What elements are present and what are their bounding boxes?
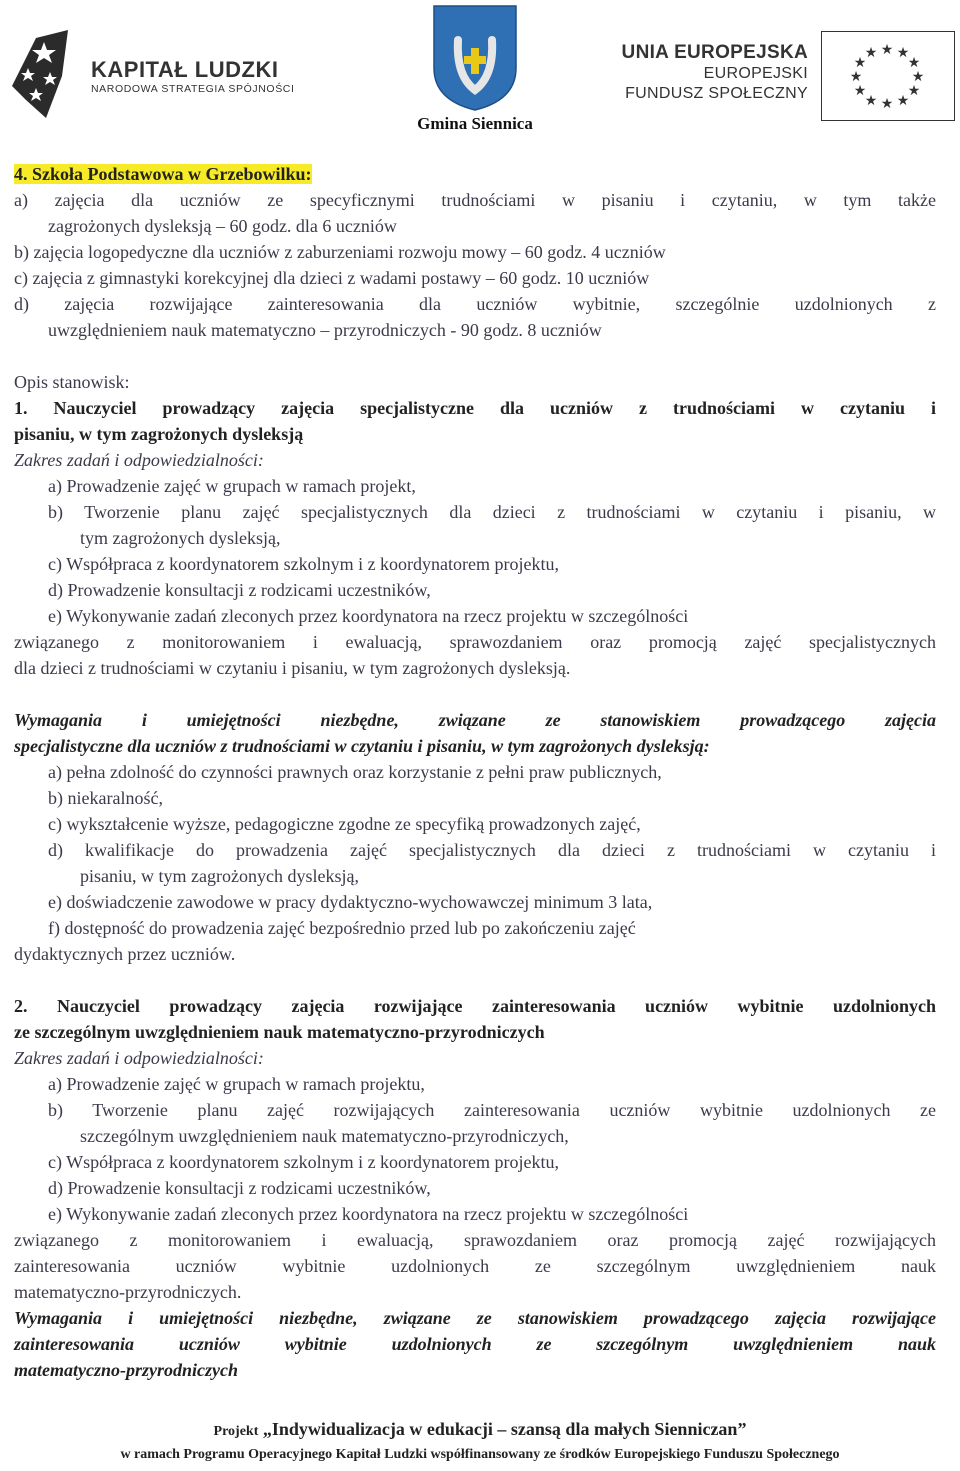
ue-efs-text [618,42,808,104]
position-2-task-e: e) Wykonywanie zadań zleconych przez koordynatora na rzecz projektu w szczególności [48,1204,689,1224]
position-2-task-e-cont-2: zainteresowania uczniów wybitnie uzdolnionych ze szczególnym uwzględnieniem nauk [14,1256,936,1276]
position-2-requirements-title-cont: zainteresowania uczniów wybitnie uzdolnionych ze szczególnym uwzględnieniem nauk [14,1334,936,1354]
position-2-task-b-cont: szczególnym uwzględnieniem nauk matematyczno-przyrodniczych, [80,1126,569,1146]
svg-text:★: ★ [896,93,910,109]
svg-text:★: ★ [911,69,925,85]
footer-project-line [0,1417,960,1444]
position-2-task-a: a) Prowadzenie zajęć w grupach w ramach projektu, [48,1074,425,1094]
position-1-req-f-cont: dydaktycznych przez uczniów. [14,944,236,964]
position-1-zakres-label: Zakres zadań i odpowiedzialności: [14,450,264,470]
position-1-task-b: b) Tworzenie planu zajęć specjalistycznych dla dzieci z trudnościami w czytaniu i pisaniu, w [48,502,936,522]
position-1-requirements-title: Wymagania i umiejętności niezbędne, związane ze stanowiskiem prowadzącego zajęcia [14,710,936,730]
position-1-requirements-title-cont: specjalistyczne dla uczniów z trudnościami w czytaniu i pisaniu, w tym zagrożonych dysleksją: [14,736,710,756]
position-1-req-c: c) wykształcenie wyższe, pedagogiczne zgodne ze specyfiką prowadzonych zajęć, [48,814,641,834]
svg-text:★: ★ [907,55,921,71]
position-1-task-e: e) Wykonywanie zadań zleconych przez koordynatora na rzecz projektu w szczególności [48,606,689,626]
svg-text:★: ★ [864,93,878,109]
ue-line-3: FUNDUSZ SPOŁECZNY [625,85,808,102]
kapital-ludzki-subtitle: NARODOWA STRATEGIA SPÓJNOŚCI [91,83,295,95]
position-2-task-c: c) Współpraca z koordynatorem szkolnym i z koordynatorem projektu, [48,1152,560,1172]
svg-text:★: ★ [880,96,894,112]
position-2-task-d: d) Prowadzenie konsultacji z rodzicami uczestników, [48,1178,431,1198]
position-1-task-e-cont: związanego z monitorowaniem i ewaluacją, sprawozdaniem oraz promocją zajęć specjalistycznych [14,632,936,652]
svg-text:★: ★ [849,69,863,85]
section-4-title: 4. Szkoła Podstawowa w Grzebowilku: [14,164,312,184]
svg-text:★: ★ [907,83,921,99]
position-1-req-f: f) dostępność do prowadzenia zajęć bezpośrednio przed lub po zakończeniu zajęć [48,918,636,938]
svg-text:★: ★ [864,45,878,61]
section-4-item-c: c) zajęcia z gimnastyki korekcyjnej dla dzieci z wadami postawy – 60 godz. 10 uczniów [14,268,650,288]
section-4-item-a: a) zajęcia dla uczniów ze specyficznymi trudnościami w pisaniu i czytaniu, w tym także [14,190,936,210]
eu-flag-icon [821,31,955,121]
spacer [14,343,936,369]
position-1-task-e-end: dla dzieci z trudnościami w czytaniu i pisaniu, w tym zagrożonych dysleksją. [14,658,571,678]
kapital-ludzki-text [91,58,295,96]
gmina-crest-icon [432,4,518,112]
position-2-title-cont: ze szczególnym uwzględnieniem nauk matematyczno-przyrodniczych [14,1022,545,1042]
section-4-item-d: d) zajęcia rozwijające zainteresowania dla uczniów wybitnie, szczególnie uzdolnionych z [14,294,936,314]
footer-funding-line: w ramach Programu Operacyjnego Kapitał Ludzki współfinansowany ze środków Europejskiego Funduszu Społecznego [120,1447,840,1462]
position-2-task-e-cont: związanego z monitorowaniem i ewaluacją, sprawozdaniem oraz promocją zajęć rozwijających [14,1230,936,1250]
kapital-ludzki-title: KAPITAŁ LUDZKI [91,57,279,82]
position-2-task-e-end: matematyczno-przyrodniczych. [14,1282,242,1302]
position-1-req-d-cont: pisaniu, w tym zagrożonych dysleksją, [80,866,359,886]
section-4-item-a-cont: zagrożonych dysleksją – 60 godz. dla 6 uczniów [48,216,397,236]
ue-line-2: EUROPEJSKI [703,65,808,82]
position-2-requirements-title: Wymagania i umiejętności niezbędne, związane ze stanowiskiem prowadzącego zajęcia rozwijające [14,1308,936,1328]
position-2-zakres-label: Zakres zadań i odpowiedzialności: [14,1048,264,1068]
position-1-req-a: a) pełna zdolność do czynności prawnych oraz korzystanie z pełni praw publicznych, [48,762,662,782]
page-footer [0,1417,960,1466]
position-1-req-b: b) niekaralność, [48,788,163,808]
section-4-item-d-cont: uwzględnieniem nauk matematyczno – przyrodniczych - 90 godz. 8 uczniów [48,320,602,340]
section-4-item-b: b) zajęcia logopedyczne dla uczniów z zaburzeniami rozwoju mowy – 60 godz. 4 uczniów [14,242,666,262]
svg-text:★: ★ [853,83,867,99]
opis-stanowisk-heading: Opis stanowisk: [14,372,130,392]
position-1-task-a: a) Prowadzenie zajęć w grupach w ramach projekt, [48,476,416,496]
position-2-task-b: b) Tworzenie planu zajęć rozwijających zainteresowania uczniów wybitnie uzdolnionych ze [48,1100,936,1120]
ue-line-1: UNIA EUROPEJSKA [621,42,808,63]
spacer [14,967,936,993]
footer-project-title: „Indywidualizacja w edukacji – szansą dla małych Sienniczan” [262,1419,747,1439]
page-header [0,0,960,145]
position-1-task-c: c) Współpraca z koordynatorem szkolnym i z koordynatorem projektu, [48,554,560,574]
kapital-ludzki-logo [6,28,296,128]
svg-text:★: ★ [896,45,910,61]
position-1-task-d: d) Prowadzenie konsultacji z rodzicami uczestników, [48,580,431,600]
spacer [14,681,936,707]
position-1-title: 1. Nauczyciel prowadzący zajęcia specjalistyczne dla uczniów z trudnościami w czytaniu i [14,398,936,418]
svg-text:★: ★ [880,42,894,58]
document-body [14,161,936,1383]
position-2-requirements-title-end: matematyczno-przyrodniczych [14,1360,238,1380]
footer-project-prefix: Projekt [213,1424,259,1439]
position-1-task-b-cont: tym zagrożonych dysleksją, [80,528,281,548]
position-1-title-cont: pisaniu, w tym zagrożonych dysleksją [14,424,304,444]
svg-text:★: ★ [853,55,867,71]
gmina-name: Gmina Siennica [417,114,533,133]
position-2-title: 2. Nauczyciel prowadzący zajęcia rozwijające zainteresowania uczniów wybitnie uzdolnionych [14,996,936,1016]
position-1-req-e: e) doświadczenie zawodowe w pracy dydaktyczno-wychowawczej minimum 3 lata, [48,892,653,912]
position-1-req-d: d) kwalifikacje do prowadzenia zajęć specjalistycznych dla dzieci z trudnościami w czytaniu i [48,840,936,860]
kapital-ludzki-emblem-icon [6,28,86,118]
